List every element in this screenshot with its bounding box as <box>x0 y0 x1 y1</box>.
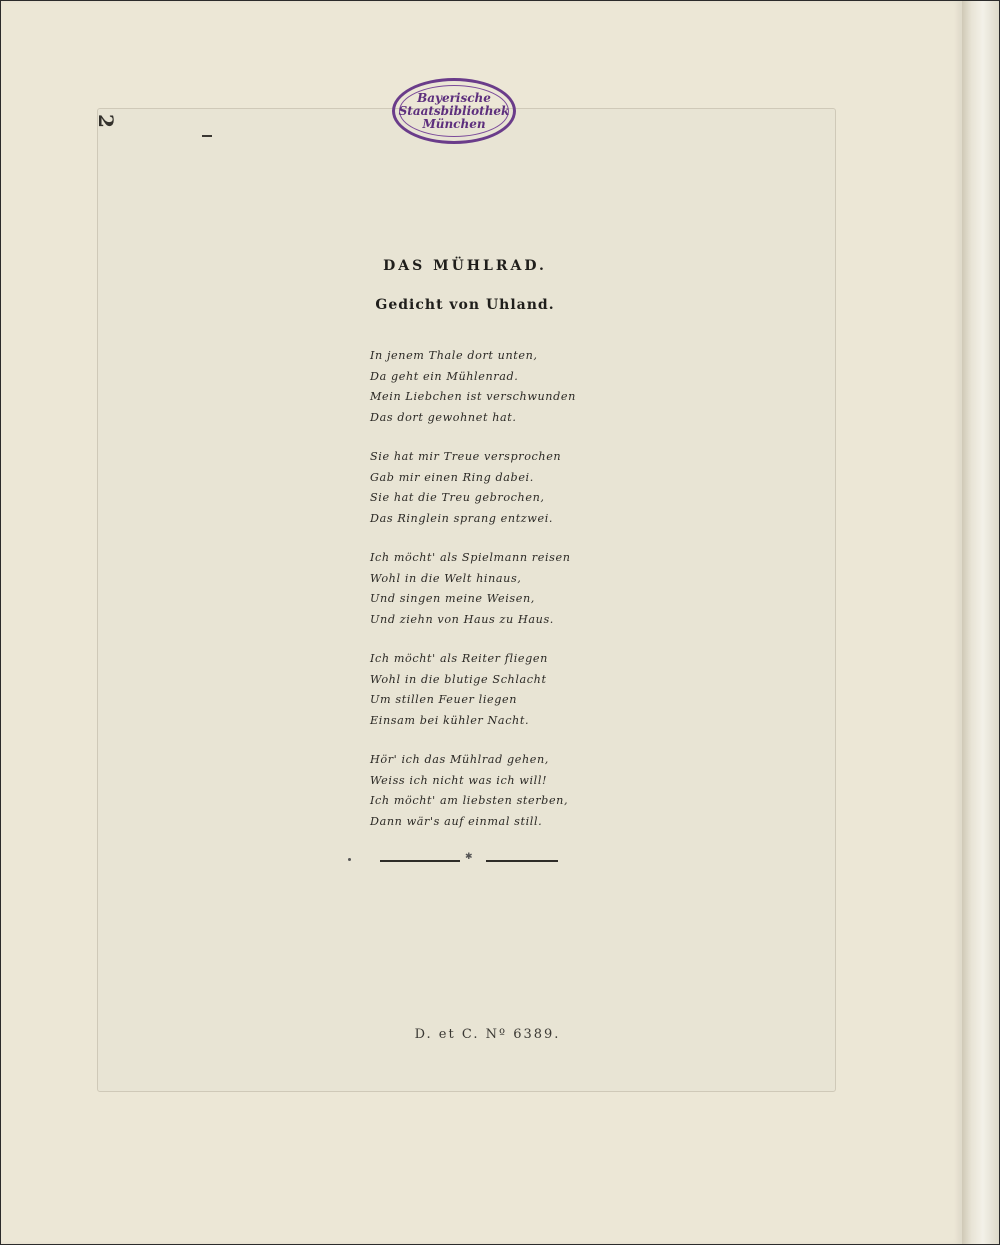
stamp-line-3: München <box>422 116 486 131</box>
poem-line: Das Ringlein sprang entzwei. <box>370 511 554 525</box>
stamp-line-1: Bayerische <box>417 90 491 105</box>
poem-line: Sie hat die Treu gebrochen, <box>370 491 545 504</box>
poem-line: Ich möcht' als Spielmann reisen <box>370 551 571 564</box>
stanza <box>370 649 630 731</box>
poem-line: Einsam bei kühler Nacht. <box>370 713 530 727</box>
poem-line: Das dort gewohnet hat. <box>370 410 517 424</box>
poem-line: Und singen meine Weisen, <box>370 592 535 605</box>
binding-edge <box>962 0 1000 1245</box>
page-number: 2 <box>94 114 118 128</box>
divider-right <box>486 860 558 862</box>
poem-line: Hör' ich das Mühlrad gehen, <box>370 753 549 766</box>
poem-line: Sie hat mir Treue versprochen <box>370 450 562 463</box>
poem-line: Da geht ein Mühlenrad. <box>370 369 519 383</box>
poem-line: Wohl in die blutige Schlacht <box>370 672 547 686</box>
poem-line: Mein Liebchen ist verschwunden <box>370 390 576 403</box>
divider-ornament: ✱ <box>465 852 473 862</box>
poem-line: Ich möcht' als Reiter fliegen <box>370 652 548 665</box>
poem-line: Gab mir einen Ring dabei. <box>370 470 534 484</box>
divider-left <box>380 860 460 862</box>
poem-line: Dann wär's auf einmal still. <box>370 814 543 828</box>
poem-line: Ich möcht' am liebsten sterben, <box>370 794 569 807</box>
poem-text <box>370 346 630 851</box>
poem-line: In jenem Thale dort unten, <box>370 349 538 362</box>
stanza <box>370 548 630 630</box>
corner-mark <box>202 135 212 137</box>
poem-subtitle: Gedicht von Uhland. <box>375 297 555 313</box>
poem-line: Und ziehn von Haus zu Haus. <box>370 612 554 626</box>
stamp-line-2: Staatsbibliothek <box>398 103 510 118</box>
ink-speck <box>348 858 351 861</box>
poem-line: Um stillen Feuer liegen <box>370 693 518 706</box>
stanza <box>370 750 630 832</box>
library-stamp <box>392 78 516 144</box>
poem-line: Weiss ich nicht was ich will! <box>370 773 548 787</box>
catalog-number: D. et C. Nº 6389. <box>414 1027 561 1042</box>
stanza <box>370 447 630 529</box>
poem-title: DAS MÜHLRAD. <box>383 258 547 274</box>
stanza <box>370 346 630 428</box>
poem-line: Wohl in die Welt hinaus, <box>370 571 522 585</box>
